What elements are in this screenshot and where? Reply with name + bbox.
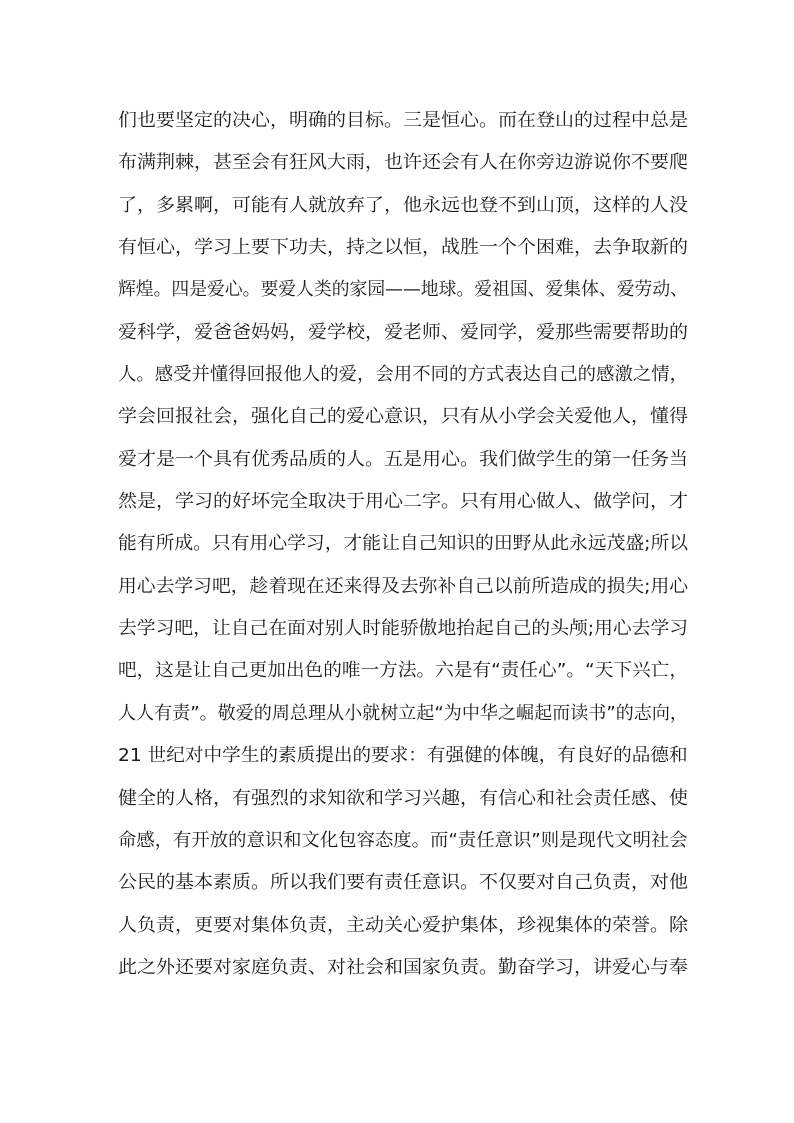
text-line: 能有所成。只有用心学习，才能让自己知识的田野从此永远茂盛;所以	[118, 533, 689, 555]
text-line: 人人有责”。敬爱的周总理从小就树立起“为中华之崛起而读书”的志向，	[118, 702, 688, 724]
text-line: 吧，这是让自己更加出色的唯一方法。六是有“责任心”。“天下兴亡，	[118, 660, 688, 682]
text-line: 爱才是一个具有优秀品质的人。五是用心。我们做学生的第一任务当	[118, 448, 688, 470]
text-line: 布满荆棘，甚至会有狂风大雨，也许还会有人在你旁边游说你不要爬	[118, 152, 688, 174]
text-line: 然是，学习的好坏完全取决于用心二字。只有用心做人、做学问，才	[118, 491, 688, 513]
text-line: 健全的人格，有强烈的求知欲和学习兴趣，有信心和社会责任感、使	[118, 787, 688, 809]
text-line: 爱科学，爱爸爸妈妈，爱学校，爱老师、爱同学，爱那些需要帮助的	[118, 321, 688, 343]
text-line: 学会回报社会，强化自己的爱心意识，只有从小学会关爱他人，懂得	[118, 406, 688, 428]
text-line: 们也要坚定的决心，明确的目标。三是恒心。而在登山的过程中总是	[118, 110, 688, 131]
text-line: 了，多累啊，可能有人就放弃了，他永远也登不到山顶，这样的人没	[118, 194, 688, 216]
text-line: 有恒心，学习上要下功夫，持之以恒，战胜一个个困难，去争取新的	[118, 237, 688, 259]
text-line: 此之外还要对家庭负责、对社会和国家负责。勤奋学习，讲爱心与奉	[118, 956, 688, 978]
text-line: 命感，有开放的意识和文化包容态度。而“责任意识”则是现代文明社会	[118, 829, 688, 851]
text-line: 辉煌。四是爱心。要爱人类的家园——地球。爱祖国、爱集体、爱劳动、	[118, 279, 688, 301]
text-line: 公民的基本素质。所以我们要有责任意识。不仅要对自己负责，对他	[118, 872, 688, 894]
text-line: 人。感受并懂得回报他人的爱，会用不同的方式表达自己的感激之情，	[118, 364, 688, 386]
body-text	[118, 100, 688, 989]
text-line: 人负责，更要对集体负责，主动关心爱护集体，珍视集体的荣誉。除	[118, 914, 688, 936]
text-line: 21 世纪对中学生的素质提出的要求：有强健的体魄，有良好的品德和	[118, 745, 688, 767]
text-line: 去学习吧，让自己在面对别人时能骄傲地抬起自己的头颅;用心去学习	[118, 618, 689, 640]
text-line: 用心去学习吧，趁着现在还来得及去弥补自己以前所造成的损失;用心	[118, 575, 689, 597]
